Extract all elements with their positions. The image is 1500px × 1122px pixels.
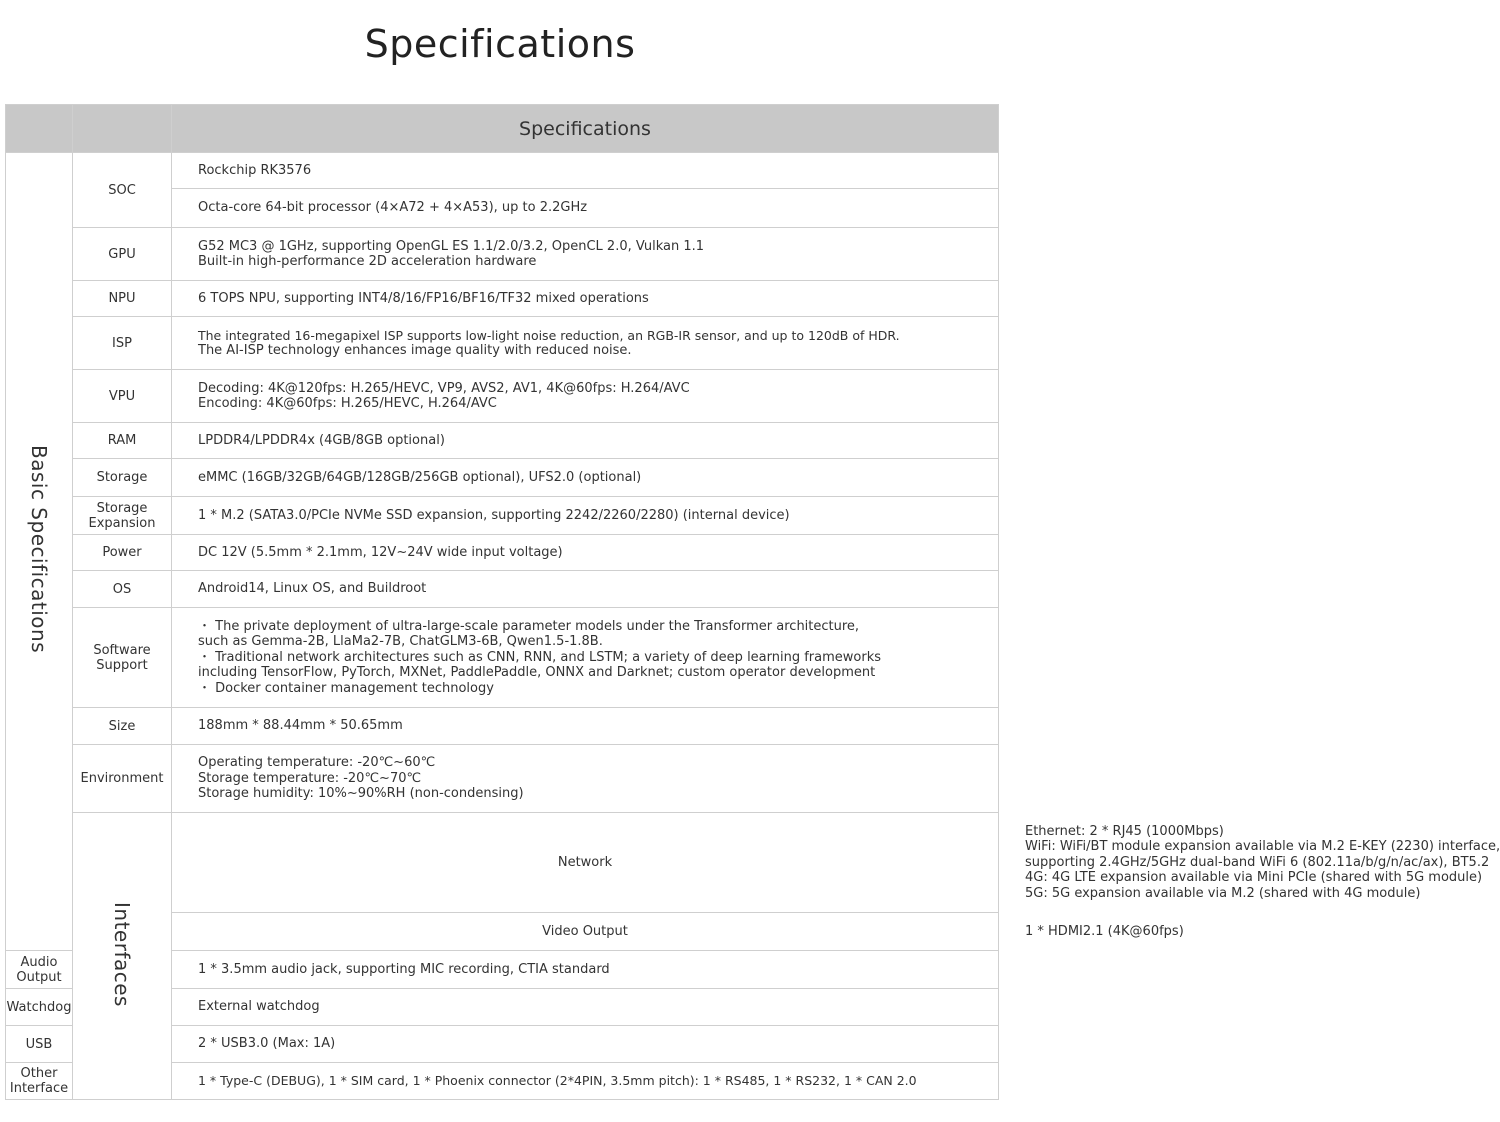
row-label-size: Size <box>73 708 172 745</box>
group-basic-specifications <box>6 153 73 951</box>
row-value-ram: LPDDR4/LPDDR4x (4GB/8GB optional) <box>172 423 999 459</box>
table-header: Specifications <box>172 105 999 153</box>
row-label-os: OS <box>73 571 172 608</box>
table-row <box>6 370 999 423</box>
specifications-table <box>5 104 1500 1100</box>
table-row <box>6 228 999 281</box>
row-value-soc-chip: Rockchip RK3576 <box>172 153 999 189</box>
row-label-usb: USB <box>6 1026 73 1063</box>
group-label: Interfaces <box>110 901 134 1007</box>
header-blank-cell <box>6 105 73 153</box>
row-label-gpu: GPU <box>73 228 172 281</box>
table-row <box>6 571 999 608</box>
table-row <box>6 317 999 370</box>
table-row <box>6 281 999 317</box>
group-interfaces <box>73 813 172 1100</box>
row-label-video-output: Video Output <box>172 913 999 951</box>
row-value-soc-processor: Octa-core 64-bit processor (4×A72 + 4×A53), up to 2.2GHz <box>172 189 999 228</box>
row-value-npu: 6 TOPS NPU, supporting INT4/8/16/FP16/BF16/TF32 mixed operations <box>172 281 999 317</box>
row-label-soc: SOC <box>73 153 172 228</box>
table-row <box>6 497 999 535</box>
row-value-environment: Operating temperature: -20℃~60℃ Storage temperature: -20℃~70℃ Storage humidity: 10%~90%RH (non-condensing) <box>172 745 999 813</box>
table-row <box>6 459 999 497</box>
row-label-environment: Environment <box>73 745 172 813</box>
row-label-storage-expansion: Storage Expansion <box>73 497 172 535</box>
row-value-software-support: ・ The private deployment of ultra-large-scale parameter models under the Transformer architecture, such as Gemma-2B, LlaMa2-7B, ChatGLM3-6B, Qwen1.5-1.8B. ・ Traditional network architectures such as CNN, RNN, and LSTM; a variety of deep learning frameworks including TensorFlow, PyTorch, MXNet, PaddlePaddle, ONNX and Darknet; custom operator development ・ Docker container management technology <box>172 608 999 708</box>
table-row <box>6 745 999 813</box>
table-row: Video Output 1 * HDMI2.1 (4K@60fps) <box>6 913 999 951</box>
table-row <box>6 708 999 745</box>
row-label-storage: Storage <box>73 459 172 497</box>
row-label-software-support: Software Support <box>73 608 172 708</box>
table-row <box>6 153 999 189</box>
row-value-usb: 2 * USB3.0 (Max: 1A) <box>172 1026 999 1063</box>
row-value-gpu: G52 MC3 @ 1GHz, supporting OpenGL ES 1.1/2.0/3.2, OpenCL 2.0, Vulkan 1.1 Built-in high-performance 2D acceleration hardware <box>172 228 999 281</box>
row-value-storage-expansion: 1 * M.2 (SATA3.0/PCIe NVMe SSD expansion, supporting 2242/2260/2280) (internal device) <box>172 497 999 535</box>
row-value-storage: eMMC (16GB/32GB/64GB/128GB/256GB optional), UFS2.0 (optional) <box>172 459 999 497</box>
row-label-power: Power <box>73 535 172 571</box>
row-value-vpu: Decoding: 4K@120fps: H.265/HEVC, VP9, AVS2, AV1, 4K@60fps: H.264/AVC Encoding: 4K@60fps: H.265/HEVC, H.264/AVC <box>172 370 999 423</box>
table-row <box>6 535 999 571</box>
group-label: Basic Specifications <box>27 445 51 654</box>
row-value-os: Android14, Linux OS, and Buildroot <box>172 571 999 608</box>
page-title: Specifications <box>364 22 636 66</box>
table-row: Interfaces Network Ethernet: 2 * RJ45 (1000Mbps) WiFi: WiFi/BT module expansion available via M.2 E-KEY (2230) interface, supporting 2.4GHz/5GHz dual-band WiFi 6 (802.11a/b/g/n/ac/ax), BT5.2 4G: 4G LTE expansion available via Mini PCIe (shared with 5G module) 5G: 5G expansion available via M.2 (shared with 4G module) <box>6 813 999 913</box>
row-label-npu: NPU <box>73 281 172 317</box>
header-blank-cell <box>73 105 172 153</box>
row-label-isp: ISP <box>73 317 172 370</box>
table-header-row <box>6 105 999 153</box>
row-value-isp: The integrated 16-megapixel ISP supports low-light noise reduction, an RGB-IR sensor, and up to 120dB of HDR. The AI-ISP technology enhances image quality with reduced noise. <box>172 317 999 370</box>
row-label-watchdog: Watchdog <box>6 989 73 1026</box>
row-value-size: 188mm * 88.44mm * 50.65mm <box>172 708 999 745</box>
row-value-other-interface: 1 * Type-C (DEBUG), 1 * SIM card, 1 * Phoenix connector (2*4PIN, 3.5mm pitch): 1 * RS485, 1 * RS232, 1 * CAN 2.0 <box>172 1063 999 1100</box>
row-label-ram: RAM <box>73 423 172 459</box>
row-label-vpu: VPU <box>73 370 172 423</box>
row-value-watchdog: External watchdog <box>172 989 999 1026</box>
row-label-network: Network <box>172 813 999 913</box>
table-row <box>6 608 999 708</box>
row-value-power: DC 12V (5.5mm * 2.1mm, 12V~24V wide input voltage) <box>172 535 999 571</box>
row-value-audio-output: 1 * 3.5mm audio jack, supporting MIC recording, CTIA standard <box>172 951 999 989</box>
row-label-other-interface: Other Interface <box>6 1063 73 1100</box>
table-row <box>6 423 999 459</box>
row-label-audio-output: Audio Output <box>6 951 73 989</box>
